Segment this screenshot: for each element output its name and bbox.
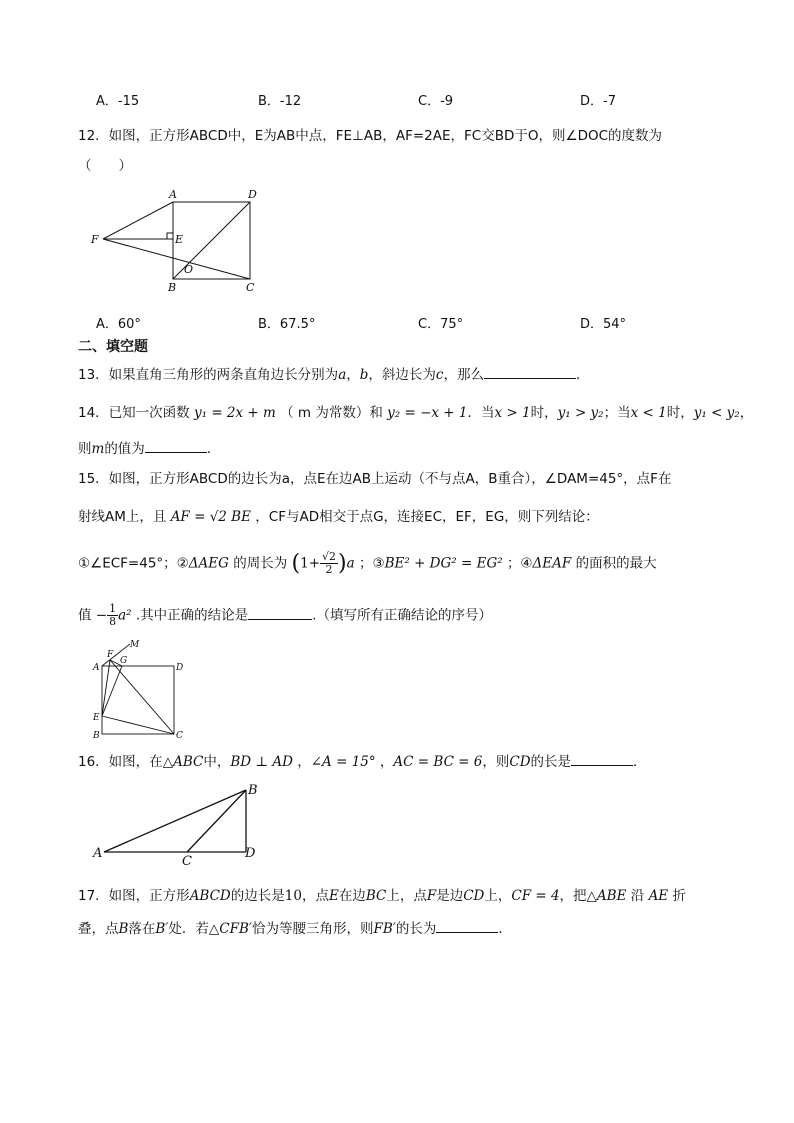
q17-cd: CD bbox=[463, 888, 485, 904]
q15-label-d: D bbox=[176, 663, 184, 673]
q12-label-f: F bbox=[91, 233, 99, 246]
q13-b: b bbox=[359, 367, 369, 383]
q16-sep1: ， bbox=[297, 754, 311, 770]
section-fill-blank-title: 二、填空题 bbox=[78, 339, 148, 355]
q15-c2-val: 1+ bbox=[300, 555, 321, 572]
q14-t3: 时， bbox=[666, 405, 694, 421]
q13-stem bbox=[78, 363, 589, 383]
q15-c4-triangle: ΔEAF bbox=[532, 555, 572, 572]
q14-t2: ；当 bbox=[603, 405, 631, 421]
q17-t2: ，点 bbox=[301, 888, 329, 904]
q17-bc: BC bbox=[365, 888, 387, 904]
q17-t4: 上，点 bbox=[386, 888, 427, 904]
q17-abe: △ABE bbox=[586, 888, 627, 904]
q14-line1 bbox=[78, 401, 753, 421]
q14-cond1: x > 1 bbox=[494, 405, 531, 421]
q16-label-d: D bbox=[245, 846, 256, 861]
q15-line4 bbox=[78, 603, 492, 628]
q15-c2-numerator: √2 bbox=[322, 550, 337, 563]
q15-l4-fraction bbox=[107, 603, 118, 628]
q17-cfb: △CFB′ bbox=[208, 921, 252, 937]
q16-label-b: B bbox=[248, 783, 258, 798]
q15-l2-post: ，CF与AD相交于点G，连接EC，EF，EG，则下列结论： bbox=[255, 509, 599, 525]
q11-option-c: C．-9 bbox=[418, 94, 454, 109]
q14-cond4: y₁ < y₂ bbox=[693, 405, 740, 421]
q15-l4-post: .（填写所有正确结论的序号） bbox=[312, 607, 492, 624]
q16-sep2: ， bbox=[379, 754, 394, 770]
q15-label-a: A bbox=[93, 663, 100, 673]
q17-t7: ，把 bbox=[559, 888, 587, 904]
q15-line2 bbox=[78, 505, 599, 525]
q12-figure bbox=[88, 186, 268, 294]
q15-line3 bbox=[78, 551, 657, 576]
q14-t1: 时， bbox=[530, 405, 558, 421]
q16-triangle: △ABC bbox=[162, 754, 204, 770]
q16-label-c: C bbox=[182, 854, 192, 866]
q15-c2-denominator: 2 bbox=[325, 563, 333, 576]
q17-t8: 沿 bbox=[630, 888, 645, 904]
q14-answer-blank[interactable] bbox=[145, 439, 207, 453]
q17-ten: 10 bbox=[284, 888, 302, 904]
q14-l2-end: ． bbox=[206, 441, 221, 457]
q14-l2-mid: 的值为 bbox=[104, 441, 145, 457]
q14-func2: y₂ = −x + 1 bbox=[387, 405, 468, 421]
q15-label-b: B bbox=[93, 731, 100, 741]
q12-paren: （ ） bbox=[78, 158, 132, 174]
q13-end: ． bbox=[575, 367, 590, 383]
q13-pre: 13．如果直角三角形的两条直角边长分别为 bbox=[78, 367, 339, 383]
q15-c2-lparen: ( bbox=[291, 551, 301, 576]
q15-c2-fraction bbox=[320, 551, 338, 576]
q16-angle: ∠A = 15° bbox=[310, 754, 376, 770]
q15-label-f: F bbox=[107, 650, 114, 660]
q12-option-b: B．67.5° bbox=[258, 317, 316, 332]
q12-label-e: E bbox=[175, 233, 184, 246]
q15-c4-pre: ；④ bbox=[506, 555, 533, 572]
q14-line2 bbox=[78, 437, 220, 457]
q11-option-d: D．-7 bbox=[580, 94, 616, 109]
q12-label-a: A bbox=[169, 188, 177, 201]
q15-l4-mid: .其中正确的结论是 bbox=[135, 607, 249, 624]
q13-post: ，那么 bbox=[443, 367, 484, 383]
q17-square: ABCD bbox=[189, 888, 231, 904]
q17-t1: 的边长是 bbox=[230, 888, 285, 904]
q13-a: a bbox=[338, 367, 347, 383]
q15-c2-num: ② bbox=[176, 555, 189, 572]
q14-pre: 14．已知一次函数 bbox=[78, 405, 190, 421]
q13-c: c bbox=[435, 367, 444, 383]
q15-minus: − bbox=[95, 607, 108, 624]
q17-l2-t4: 的长为 bbox=[395, 921, 437, 937]
q15-label-g: G bbox=[120, 656, 128, 666]
q12-label-o: O bbox=[184, 263, 194, 276]
q15-c2-rparen: ) bbox=[338, 551, 347, 576]
q17-bprime: B′ bbox=[155, 921, 169, 937]
q16-answer-blank[interactable] bbox=[571, 752, 633, 766]
q12-option-d: D．54° bbox=[580, 317, 627, 332]
q17-l2-pre: 叠，点 bbox=[78, 921, 119, 937]
q15-formula-af: AF = √2 BE bbox=[170, 509, 251, 525]
q16-perp: BD ⊥ AD bbox=[230, 754, 293, 770]
q15-figure bbox=[88, 636, 188, 742]
q17-end: ． bbox=[498, 921, 512, 937]
q12-option-a: A．60° bbox=[96, 317, 141, 332]
q14-m: m bbox=[91, 441, 105, 457]
q15-line1: 15．如图，正方形ABCD的边长为a，点E在边AB上运动（不与点A，B重合），∠DAM=45°，点F在 bbox=[78, 471, 672, 487]
q17-line2 bbox=[78, 917, 512, 937]
q13-sep1: ， bbox=[346, 367, 360, 383]
q12-label-d: D bbox=[248, 188, 257, 201]
q17-e: E bbox=[328, 888, 339, 904]
q15-c3-pre: ；③ bbox=[358, 555, 385, 572]
q14-func1: y₁ = 2x + m bbox=[193, 405, 276, 421]
q17-t3: 在边 bbox=[338, 888, 366, 904]
q16-mid2: ，则 bbox=[482, 754, 510, 770]
q15-c4-post: 的面积的最大 bbox=[575, 555, 657, 572]
q16-pre: 16．如图，在 bbox=[78, 754, 163, 770]
q15-c2-a: a bbox=[346, 555, 355, 572]
q17-t9: 折 bbox=[672, 888, 686, 904]
q15-c2-triangle: ΔAEG bbox=[188, 555, 229, 572]
q17-line1 bbox=[78, 884, 686, 904]
q17-answer-blank[interactable] bbox=[436, 919, 498, 933]
q17-ae: AE bbox=[648, 888, 669, 904]
q16-cd: CD bbox=[509, 754, 531, 770]
q15-c3-formula: BE² + DG² = EG² bbox=[384, 555, 503, 572]
q17-l2-t1: 落在 bbox=[128, 921, 156, 937]
q17-t6: 上， bbox=[484, 888, 512, 904]
q16-mid1: 中， bbox=[203, 754, 231, 770]
q15-l2-pre: 射线AM上，且 bbox=[78, 509, 167, 525]
q17-l2-t2: 处．若 bbox=[168, 921, 209, 937]
q11-option-a: A．-15 bbox=[96, 94, 140, 109]
q15-answer-blank[interactable] bbox=[248, 606, 312, 620]
q17-f: F bbox=[426, 888, 437, 904]
q11-option-b: B．-12 bbox=[258, 94, 302, 109]
q14-cond2: y₁ > y₂ bbox=[557, 405, 604, 421]
q15-conclusion1: ①∠ECF=45°； bbox=[78, 555, 177, 572]
q16-figure bbox=[90, 780, 270, 866]
q16-post: 的长是 bbox=[530, 754, 572, 770]
q16-equal: AC = BC = 6 bbox=[393, 754, 483, 770]
q15-l4-denominator: 8 bbox=[109, 615, 117, 628]
q12-stem: 12．如图，正方形ABCD中，E为AB中点，FE⊥AB，AF=2AE，FC交BD于O，则∠DOC的度数为 bbox=[78, 128, 663, 144]
q13-answer-blank[interactable] bbox=[484, 365, 576, 379]
q14-l2-pre: 则 bbox=[78, 441, 92, 457]
q15-l4-a2: a² bbox=[118, 607, 132, 624]
q14-mid: ．当 bbox=[467, 405, 495, 421]
q12-label-b: B bbox=[168, 281, 177, 294]
q17-b: B bbox=[118, 921, 129, 937]
q17-t5: 是边 bbox=[436, 888, 464, 904]
q13-mid: ，斜边长为 bbox=[368, 367, 436, 383]
q12-option-c: C．75° bbox=[418, 317, 464, 332]
q15-c2-mid: 的周长为 bbox=[233, 555, 288, 572]
q14-paren: （ m 为常数）和 bbox=[280, 405, 383, 421]
q17-fb: FB′ bbox=[373, 921, 396, 937]
q14-cond3: x < 1 bbox=[630, 405, 667, 421]
q17-l2-t3: 恰为等腰三角形，则 bbox=[252, 921, 374, 937]
q14-end1: ， bbox=[739, 405, 754, 421]
q16-stem bbox=[78, 750, 647, 770]
q16-end: ． bbox=[633, 754, 647, 770]
q12-label-c: C bbox=[246, 281, 255, 294]
q15-label-m: M bbox=[130, 640, 140, 650]
q15-label-c: C bbox=[176, 731, 183, 741]
q16-label-a: A bbox=[93, 846, 103, 861]
q15-label-e: E bbox=[93, 713, 100, 723]
q15-l4-numerator: 1 bbox=[109, 602, 117, 615]
q15-l4-pre: 值 bbox=[78, 607, 92, 624]
q17-pre: 17．如图，正方形 bbox=[78, 888, 190, 904]
q17-cf: CF = 4 bbox=[511, 888, 560, 904]
